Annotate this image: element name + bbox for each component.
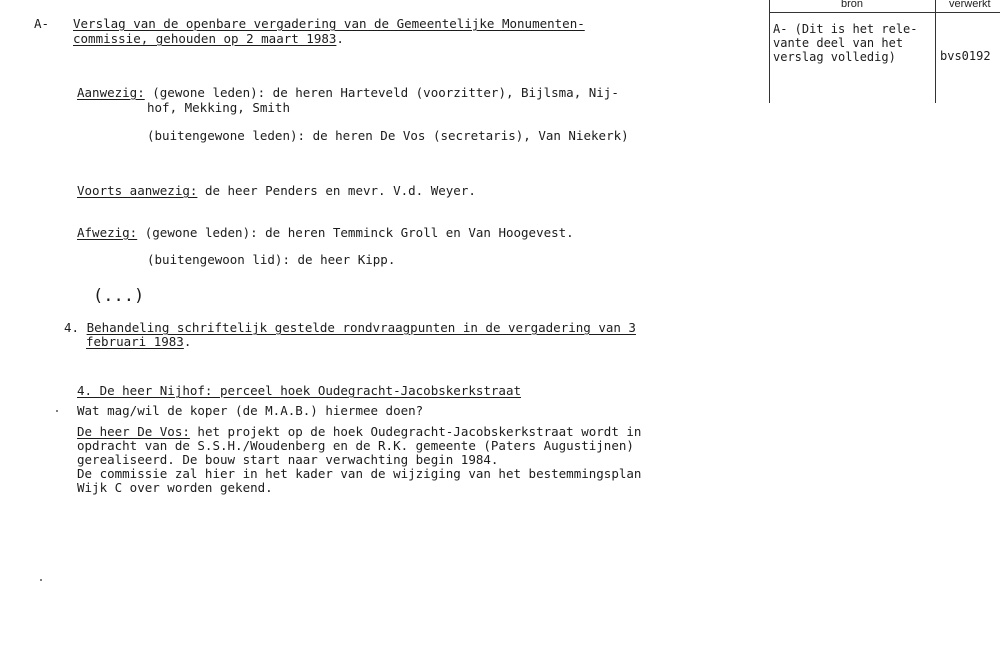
report-title: [73, 16, 585, 31]
agenda-item-4-continued: [86, 334, 191, 349]
question-line: Wat mag/wil de koper (de M.A.B.) hiermee doen?: [77, 403, 424, 418]
answer-line-3: gerealiseerd. De bouw start naar verwachting begin 1984.: [77, 452, 499, 467]
scan-speck: [40, 579, 42, 581]
title-line-2: commissie, gehouden op 2 maart 1983: [73, 31, 337, 46]
source-table: [769, 0, 1000, 103]
answer-text-1: het projekt op de hoek Oudegracht-Jacobskerkstraat wordt in: [189, 424, 642, 439]
answer-line-1: [77, 424, 641, 439]
header-bron: bron: [841, 0, 864, 10]
scan-speck: [56, 410, 58, 412]
present-label: Aanwezig:: [77, 85, 145, 100]
answer-line-4: De commissie zal hier in het kader van de wijziging van het bestemmingsplan: [77, 466, 642, 481]
source-note: A- (Dit is het rele- vante deel van het verslag volledig): [773, 22, 918, 64]
also-present-label: Voorts aanwezig:: [77, 183, 198, 198]
table-left-border: [769, 0, 770, 103]
answer-line-2: opdracht van de S.S.H./Woudenberg en de R.K. gemeente (Paters Augustijnen): [77, 438, 634, 453]
also-present-text: de heer Penders en mevr. V.d. Weyer.: [197, 183, 476, 198]
absent-line-1: [77, 225, 574, 240]
present-line-2: hof, Mekking, Smith: [147, 100, 290, 115]
present-line-1: [77, 85, 619, 100]
title-line-2-tail: .: [336, 31, 344, 46]
absent-label: Afwezig:: [77, 225, 138, 240]
table-header-rule: [769, 12, 1000, 13]
answer-label: De heer De Vos:: [77, 424, 190, 439]
omission-ellipsis: (...): [93, 286, 145, 306]
agenda-item-4: [64, 320, 636, 335]
also-present-line: [77, 183, 476, 198]
agenda-item-line-2-tail: .: [183, 334, 192, 349]
present-line-3: (buitengewone leden): de heren De Vos (secretaris), Van Niekerk): [147, 128, 629, 143]
agenda-item-line-1: Behandeling schriftelijk gestelde rondvraagpunten in de vergadering van 3: [86, 320, 636, 335]
header-verwerkt: verwerkt: [949, 0, 991, 10]
absent-line-2: (buitengewoon lid): de heer Kipp.: [147, 252, 396, 267]
present-text-1: (gewone leden): de heren Harteveld (voorzitter), Bijlsma, Nij-: [144, 85, 619, 100]
source-code: bvs0192: [940, 49, 991, 63]
absent-text-1: (gewone leden): de heren Temminck Groll en Van Hoogevest.: [137, 225, 574, 240]
agenda-item-number: 4.: [64, 320, 87, 335]
section-marker: A-: [34, 16, 50, 31]
agenda-item-line-2: februari 1983: [86, 334, 184, 349]
table-column-divider: [935, 0, 936, 103]
sub-item-heading: 4. De heer Nijhof: perceel hoek Oudegracht-Jacobskerkstraat: [77, 383, 522, 398]
answer-line-5: Wijk C over worden gekend.: [77, 480, 273, 495]
title-line-1: Verslag van de openbare vergadering van de Gemeentelijke Monumenten-: [73, 16, 585, 31]
report-title-continued: [73, 31, 344, 46]
